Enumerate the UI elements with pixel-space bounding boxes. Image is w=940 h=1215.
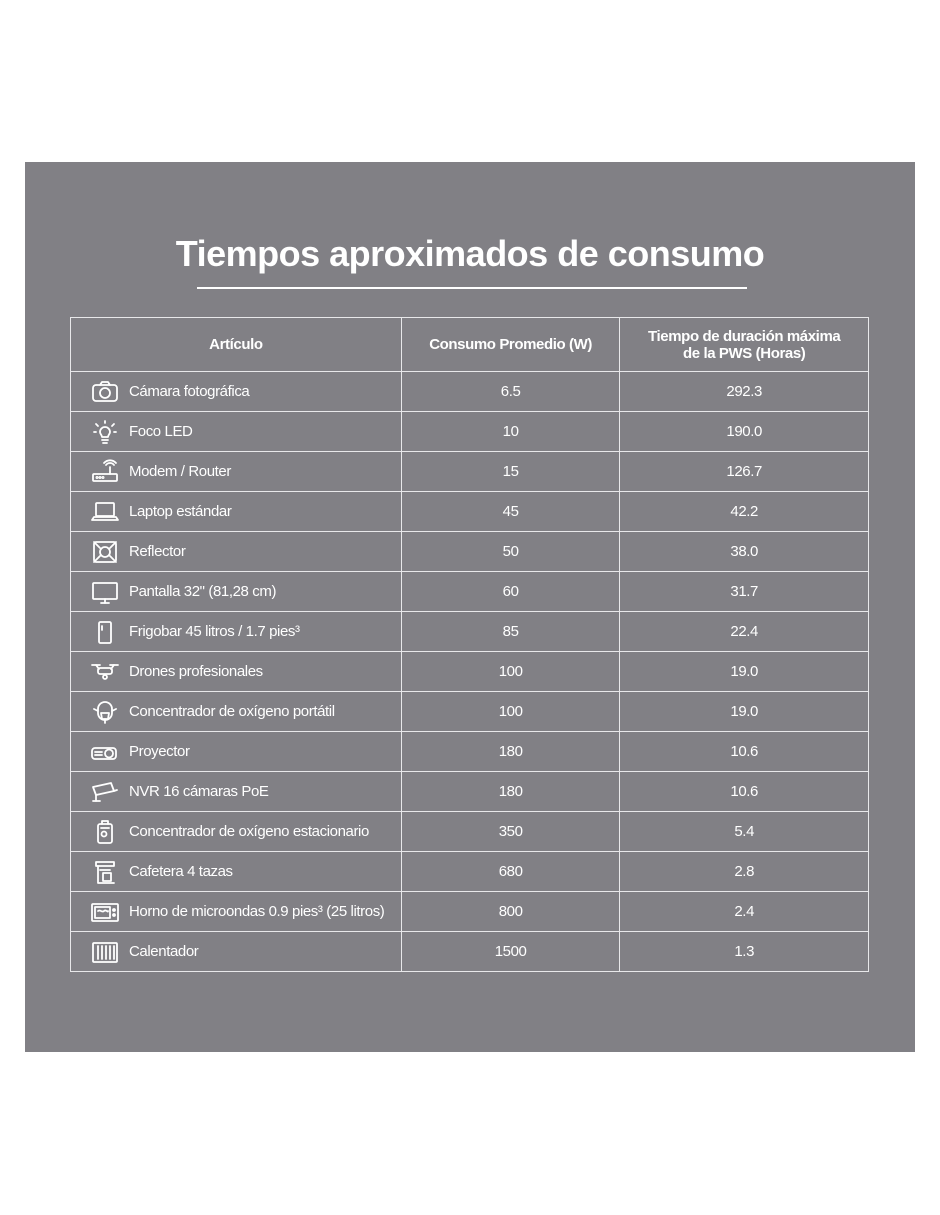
security-camera-icon — [89, 778, 121, 806]
item-cell — [71, 412, 402, 452]
item-label: Cámara fotográfica — [129, 383, 250, 400]
item-label: Calentador — [129, 943, 199, 960]
consumption-cell: 180 — [401, 732, 620, 772]
consumption-cell: 1500 — [401, 932, 620, 972]
title-underline — [197, 287, 747, 289]
duration-cell: 19.0 — [620, 652, 869, 692]
table-row — [71, 532, 869, 572]
item-cell — [71, 852, 402, 892]
router-icon — [89, 458, 121, 486]
table-row — [71, 372, 869, 412]
item-cell — [71, 892, 402, 932]
item-label: Cafetera 4 tazas — [129, 863, 233, 880]
table-row — [71, 612, 869, 652]
light-bulb-icon — [89, 418, 121, 446]
item-wrapper — [71, 732, 401, 771]
duration-cell: 126.7 — [620, 452, 869, 492]
duration-cell: 1.3 — [620, 932, 869, 972]
item-wrapper — [71, 412, 401, 451]
heater-icon — [89, 938, 121, 966]
item-cell — [71, 732, 402, 772]
projector-icon — [89, 738, 121, 766]
item-wrapper — [71, 772, 401, 811]
duration-cell: 19.0 — [620, 692, 869, 732]
consumption-cell: 350 — [401, 812, 620, 852]
table-row — [71, 572, 869, 612]
item-wrapper — [71, 852, 401, 891]
item-cell — [71, 532, 402, 572]
item-cell — [71, 772, 402, 812]
item-wrapper — [71, 572, 401, 611]
duration-cell: 10.6 — [620, 732, 869, 772]
duration-cell: 22.4 — [620, 612, 869, 652]
consumption-cell: 100 — [401, 692, 620, 732]
header-item: Artículo — [71, 318, 402, 372]
table-row — [71, 452, 869, 492]
spotlight-icon — [89, 538, 121, 566]
item-label: Proyector — [129, 743, 190, 760]
item-cell — [71, 492, 402, 532]
table-row — [71, 852, 869, 892]
table-row — [71, 732, 869, 772]
duration-cell: 10.6 — [620, 772, 869, 812]
item-wrapper — [71, 452, 401, 491]
header-duration — [620, 318, 869, 372]
microwave-icon — [89, 898, 121, 926]
item-wrapper — [71, 492, 401, 531]
duration-cell: 31.7 — [620, 572, 869, 612]
item-label: Modem / Router — [129, 463, 231, 480]
item-label: Pantalla 32" (81,28 cm) — [129, 583, 277, 600]
item-wrapper — [71, 812, 401, 851]
item-cell — [71, 372, 402, 412]
monitor-icon — [89, 578, 121, 606]
consumption-table — [70, 317, 869, 972]
table-row — [71, 652, 869, 692]
header-duration-line2: de la PWS (Horas) — [682, 344, 806, 362]
table-row — [71, 772, 869, 812]
table-row — [71, 492, 869, 532]
item-cell — [71, 612, 402, 652]
item-wrapper — [71, 892, 401, 931]
camera-icon — [89, 378, 121, 406]
consumption-cell: 50 — [401, 532, 620, 572]
oxygen-concentrator-icon — [89, 818, 121, 846]
oxygen-mask-icon — [89, 698, 121, 726]
table-row — [71, 812, 869, 852]
drone-icon — [89, 658, 121, 686]
consumption-cell: 15 — [401, 452, 620, 492]
duration-cell: 2.4 — [620, 892, 869, 932]
item-wrapper — [71, 692, 401, 731]
header-consumption: Consumo Promedio (W) — [401, 318, 620, 372]
item-label: Foco LED — [129, 423, 193, 440]
item-label: NVR 16 cámaras PoE — [129, 783, 269, 800]
item-label: Concentrador de oxígeno estacionario — [129, 823, 369, 840]
item-wrapper — [71, 372, 401, 411]
item-cell — [71, 692, 402, 732]
item-label: Concentrador de oxígeno portátil — [129, 703, 335, 720]
header-duration-line1: Tiempo de duración máxima — [648, 327, 841, 345]
consumption-cell: 45 — [401, 492, 620, 532]
consumption-cell: 85 — [401, 612, 620, 652]
fridge-icon — [89, 618, 121, 646]
item-label: Drones profesionales — [129, 663, 263, 680]
table-header-row — [71, 318, 869, 372]
coffee-maker-icon — [89, 858, 121, 886]
consumption-cell: 6.5 — [401, 372, 620, 412]
item-label: Horno de microondas 0.9 pies³ (25 litros) — [129, 903, 385, 920]
table-row — [71, 932, 869, 972]
duration-cell: 292.3 — [620, 372, 869, 412]
duration-cell: 190.0 — [620, 412, 869, 452]
duration-cell: 42.2 — [620, 492, 869, 532]
item-wrapper — [71, 932, 401, 971]
item-wrapper — [71, 652, 401, 691]
item-label: Frigobar 45 litros / 1.7 pies³ — [129, 623, 300, 640]
item-cell — [71, 932, 402, 972]
item-wrapper — [71, 612, 401, 651]
item-wrapper — [71, 532, 401, 571]
item-label: Reflector — [129, 543, 186, 560]
page-title: Tiempos aproximados de consumo — [175, 233, 765, 274]
consumption-panel — [25, 162, 915, 1052]
table-row — [71, 692, 869, 732]
item-cell — [71, 652, 402, 692]
consumption-cell: 680 — [401, 852, 620, 892]
consumption-cell: 60 — [401, 572, 620, 612]
item-cell — [71, 812, 402, 852]
item-cell — [71, 572, 402, 612]
consumption-cell: 100 — [401, 652, 620, 692]
item-label: Laptop estándar — [129, 503, 232, 520]
table-row — [71, 892, 869, 932]
laptop-icon — [89, 498, 121, 526]
duration-cell: 38.0 — [620, 532, 869, 572]
consumption-cell: 180 — [401, 772, 620, 812]
item-cell — [71, 452, 402, 492]
table-row — [71, 412, 869, 452]
duration-cell: 5.4 — [620, 812, 869, 852]
consumption-cell: 10 — [401, 412, 620, 452]
duration-cell: 2.8 — [620, 852, 869, 892]
consumption-cell: 800 — [401, 892, 620, 932]
